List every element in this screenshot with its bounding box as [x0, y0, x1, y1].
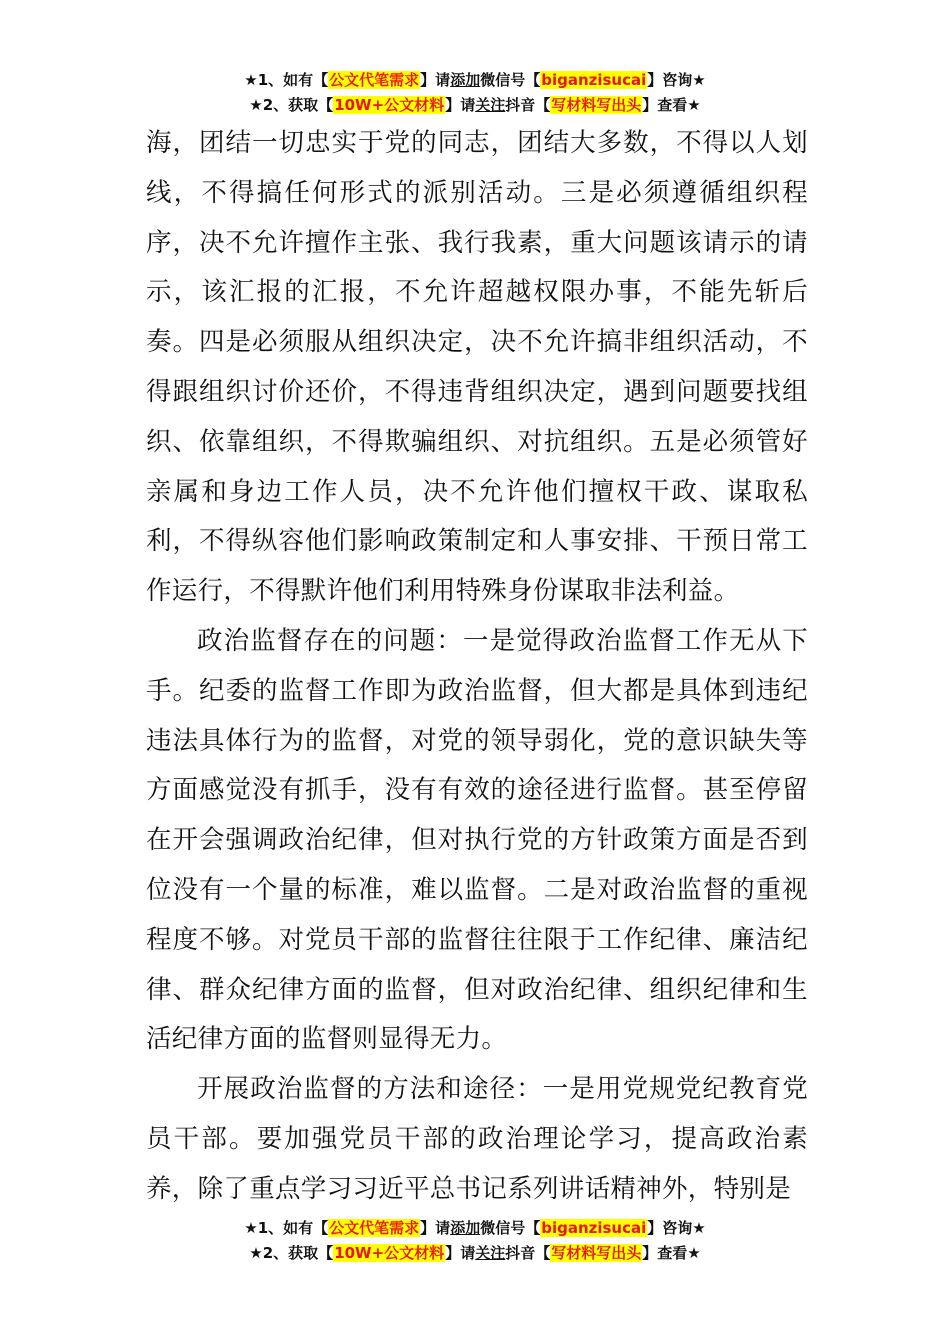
footer-line-1-text: 】请 [420, 1219, 451, 1237]
footer-line-1-suffix: 】咨询★ [647, 1219, 706, 1237]
footer-line-1-text-2: 微信号【 [480, 1219, 541, 1237]
header-line-2-suffix: 】查看★ [642, 96, 701, 114]
header-line-1 [0, 68, 950, 93]
footer-highlight-writing-service: 公文代笔需求 [329, 1219, 420, 1237]
footer-banner [0, 1216, 950, 1266]
footer-line-2-text: 】请 [445, 1244, 476, 1262]
header-highlight-wechat-id: biganzisucai [541, 71, 647, 89]
header-line-2 [0, 93, 950, 118]
footer-line-2 [0, 1241, 950, 1266]
footer-line-1-emphasis: 添加 [450, 1219, 481, 1237]
header-line-1-emphasis: 添加 [450, 71, 481, 89]
header-highlight-materials: 10W+公文材料 [334, 96, 445, 114]
document-body [146, 119, 808, 1215]
footer-line-1-prefix: ★1、如有【 [244, 1219, 329, 1237]
footer-line-2-emphasis: 关注 [475, 1244, 506, 1262]
footer-highlight-materials: 10W+公文材料 [334, 1244, 445, 1262]
body-paragraph-continued: 海，团结一切忠实于党的同志，团结大多数，不得以人划线，不得搞任何形式的派别活动。三是必须遵循组织程序，决不允许擅作主张、我行我素，重大问题该请示的请示，该汇报的汇报，不允许超越权限办事，不能先斩后奏。四是必须服从组织决定，决不允许搞非组织活动，不得跟组织讨价还价，不得违背组织决定，遇到问题要找组织、依靠组织，不得欺骗组织、对抗组织。五是必须管好亲属和身边工作人员，决不允许他们擅权干政、谋取私利，不得纵容他们影响政策制定和人事安排、干预日常工作运行，不得默许他们利用特殊身份谋取非法利益。 [146, 128, 808, 607]
header-line-1-prefix: ★1、如有【 [244, 71, 329, 89]
header-highlight-writing-service: 公文代笔需求 [329, 71, 420, 89]
header-line-2-text: 】请 [445, 96, 476, 114]
header-line-2-text-2: 抖音【 [505, 96, 551, 114]
header-line-2-prefix: ★2、获取【 [249, 96, 334, 114]
footer-highlight-douyin-account: 写材料写出头 [551, 1244, 642, 1262]
header-line-1-text: 】请 [420, 71, 451, 89]
footer-line-1 [0, 1216, 950, 1241]
header-line-1-suffix: 】咨询★ [647, 71, 706, 89]
header-highlight-douyin-account: 写材料写出头 [551, 96, 642, 114]
body-paragraph-methods: 开展政治监督的方法和途径：一是用党规党纪教育党员干部。要加强党员干部的政治理论学习，提高政治素养，除了重点学习习近平总书记系列讲话精神外，特别是 [146, 1074, 808, 1204]
header-line-1-text-2: 微信号【 [480, 71, 541, 89]
footer-highlight-wechat-id: biganzisucai [541, 1219, 647, 1237]
header-banner [0, 68, 950, 118]
body-paragraph-problems: 政治监督存在的问题：一是觉得政治监督工作无从下手。纪委的监督工作即为政治监督，但大都是具体到违纪违法具体行为的监督，对党的领导弱化，党的意识缺失等方面感觉没有抓手，没有有效的途径进行监督。甚至停留在开会强调政治纪律，但对执行党的方针政策方面是否到位没有一个量的标准，难以监督。二是对政治监督的重视程度不够。对党员干部的监督往往限于工作纪律、廉洁纪律、群众纪律方面的监督，但对政治纪律、组织纪律和生活纪律方面的监督则显得无力。 [146, 625, 808, 1055]
footer-line-2-suffix: 】查看★ [642, 1244, 701, 1262]
header-line-2-emphasis: 关注 [475, 96, 506, 114]
footer-line-2-prefix: ★2、获取【 [249, 1244, 334, 1262]
footer-line-2-text-2: 抖音【 [505, 1244, 551, 1262]
